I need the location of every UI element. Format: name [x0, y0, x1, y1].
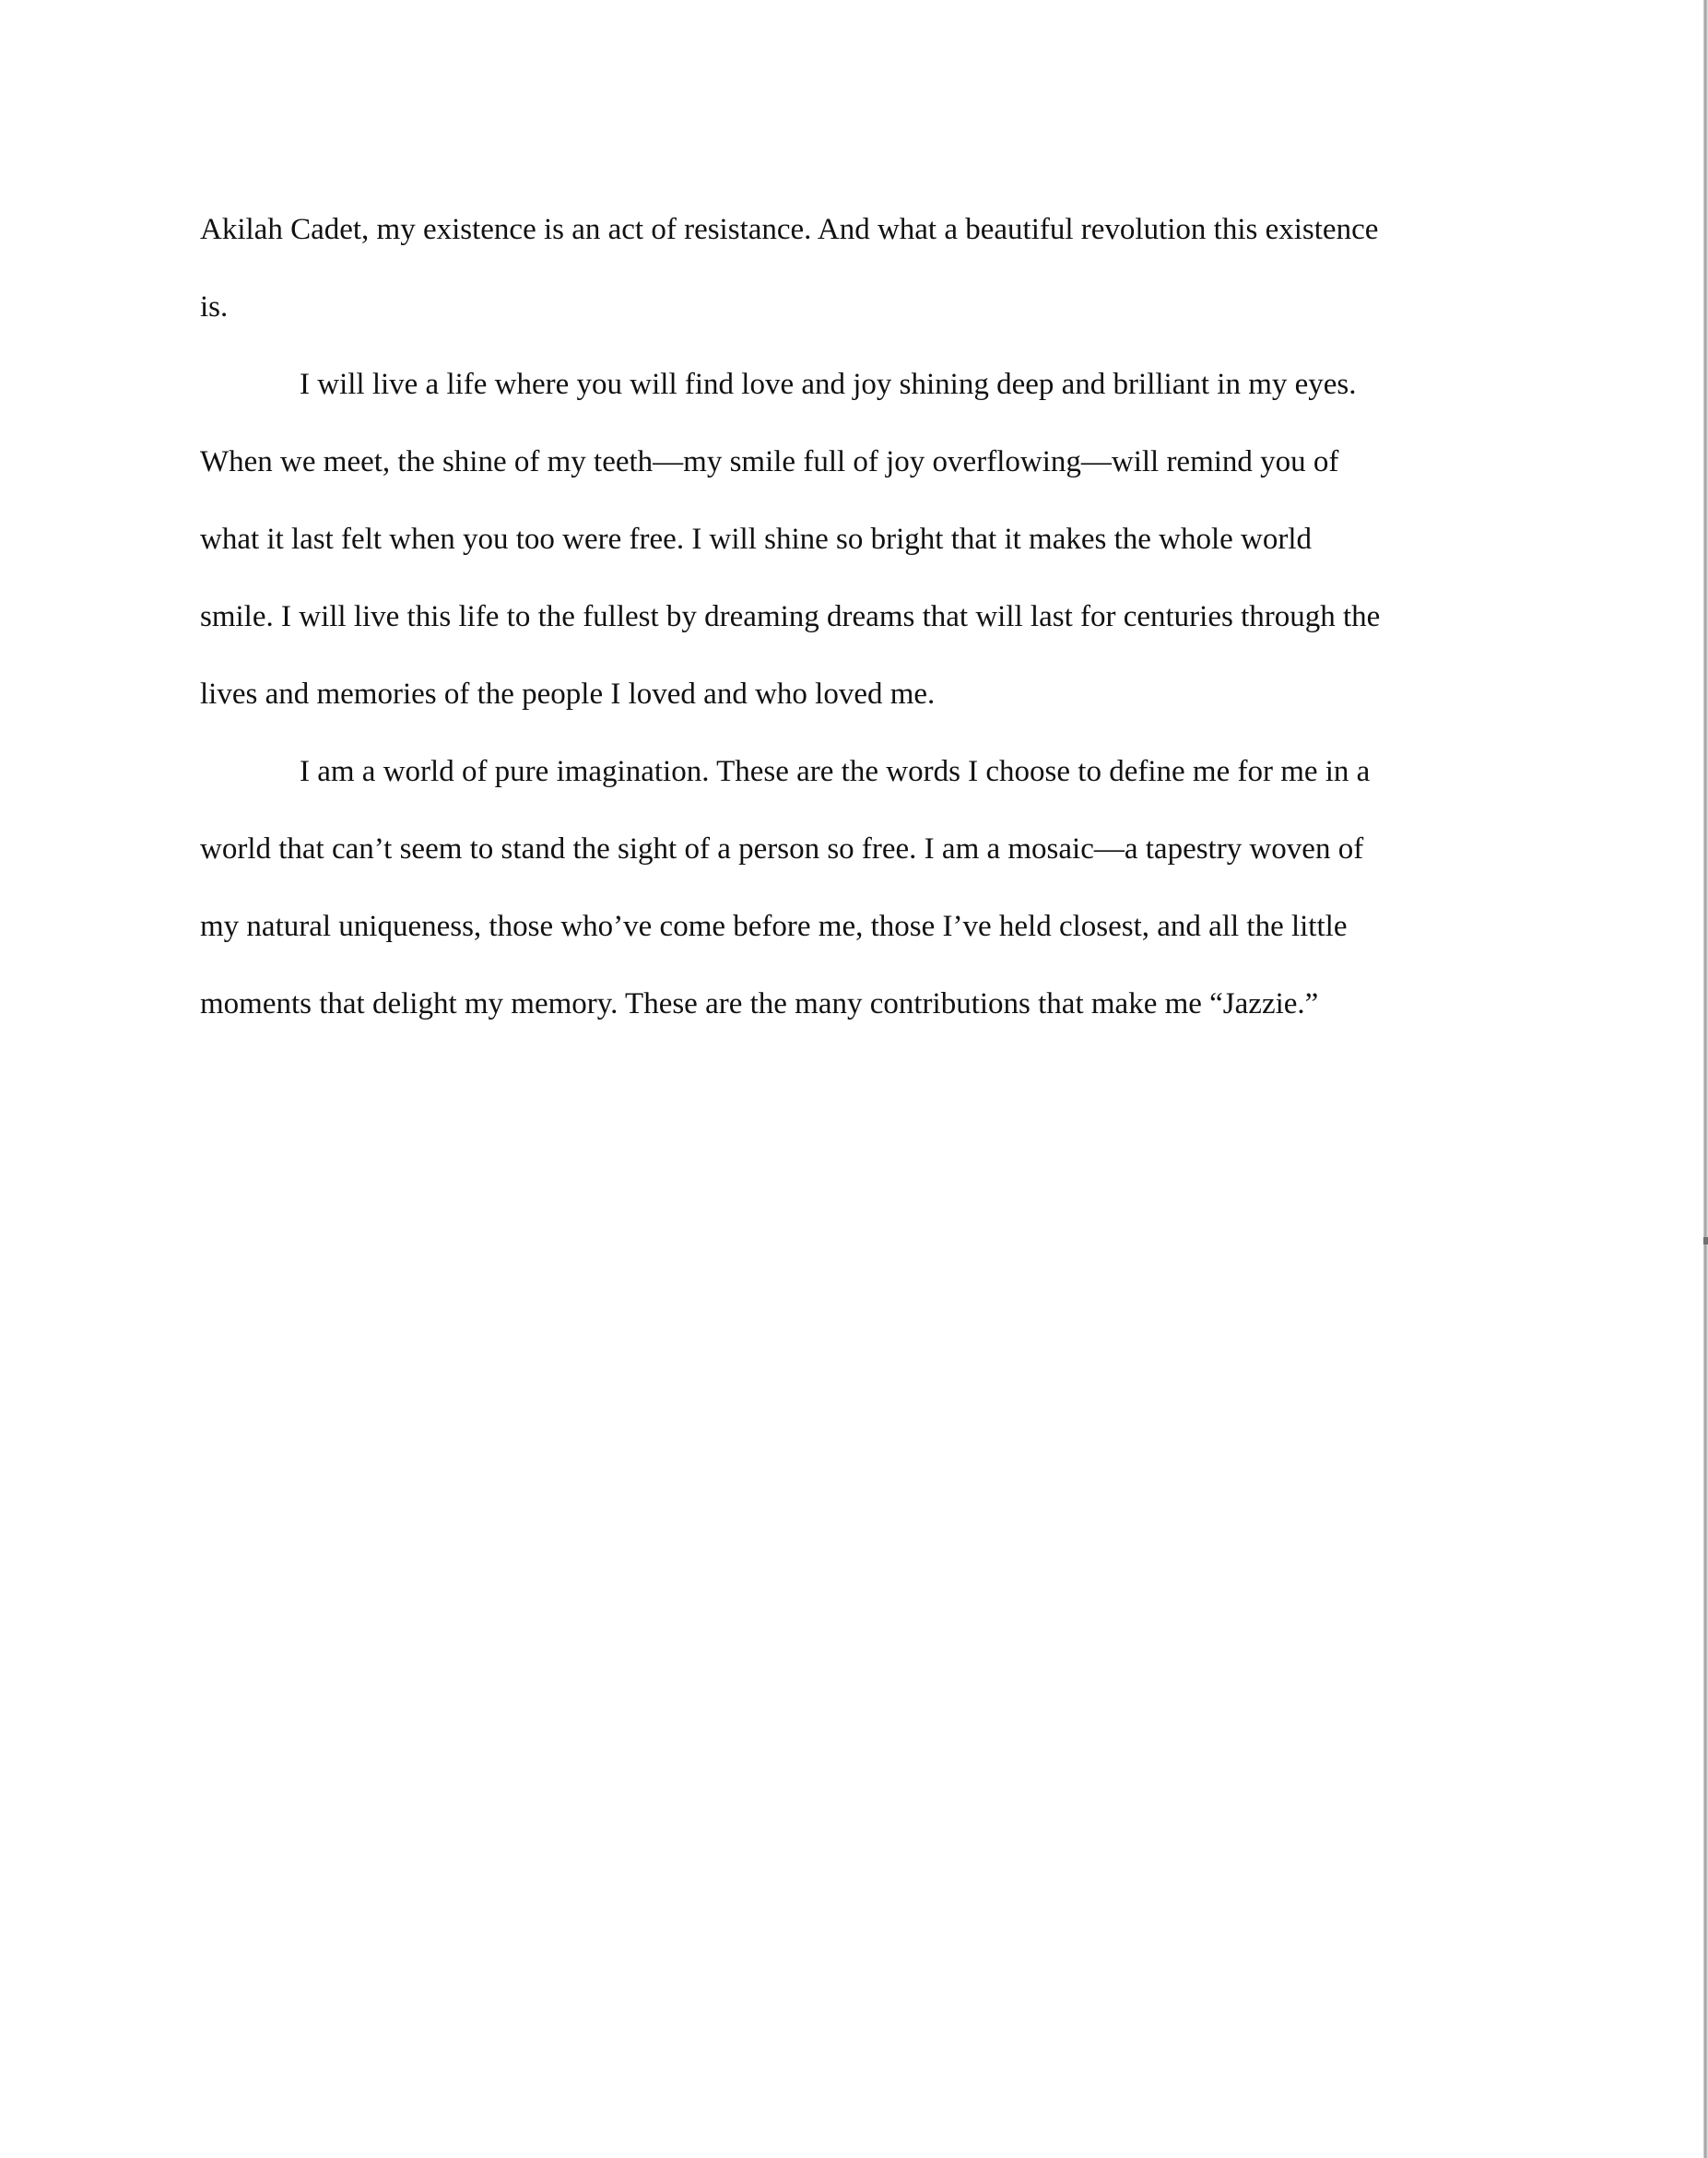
text-line: what it last felt when you too were free. I will shine so bright that it makes the whole world — [200, 523, 1313, 556]
body-text — [200, 191, 1509, 1043]
text-line: world that can’t seem to stand the sight of a person so free. I am a mosaic—a tapestry woven of — [200, 832, 1364, 866]
text-line: Akilah Cadet, my existence is an act of resistance. And what a beautiful revolution this existence — [200, 213, 1379, 246]
text-line: my natural uniqueness, those who’ve come before me, those I’ve held closest, and all the little — [200, 910, 1348, 943]
paragraph-first-line: I am a world of pure imagination. These are the words I choose to define me for me in a — [300, 755, 1371, 788]
paragraph-first-line: I will live a life where you will find love and joy shining deep and brilliant in my eyes. — [300, 368, 1357, 401]
text-line: lives and memories of the people I loved and who loved me. — [200, 678, 936, 711]
text-line: is. — [200, 290, 229, 324]
text-line: smile. I will live this life to the fullest by dreaming dreams that will last for centuries through the — [200, 600, 1381, 633]
page-edge-marker — [1703, 1237, 1708, 1244]
page-edge-divider — [1703, 0, 1708, 2158]
text-line: moments that delight my memory. These are the many contributions that make me “Jazzie.” — [200, 987, 1319, 1020]
text-line: When we meet, the shine of my teeth—my smile full of joy overflowing—will remind you of — [200, 445, 1339, 478]
